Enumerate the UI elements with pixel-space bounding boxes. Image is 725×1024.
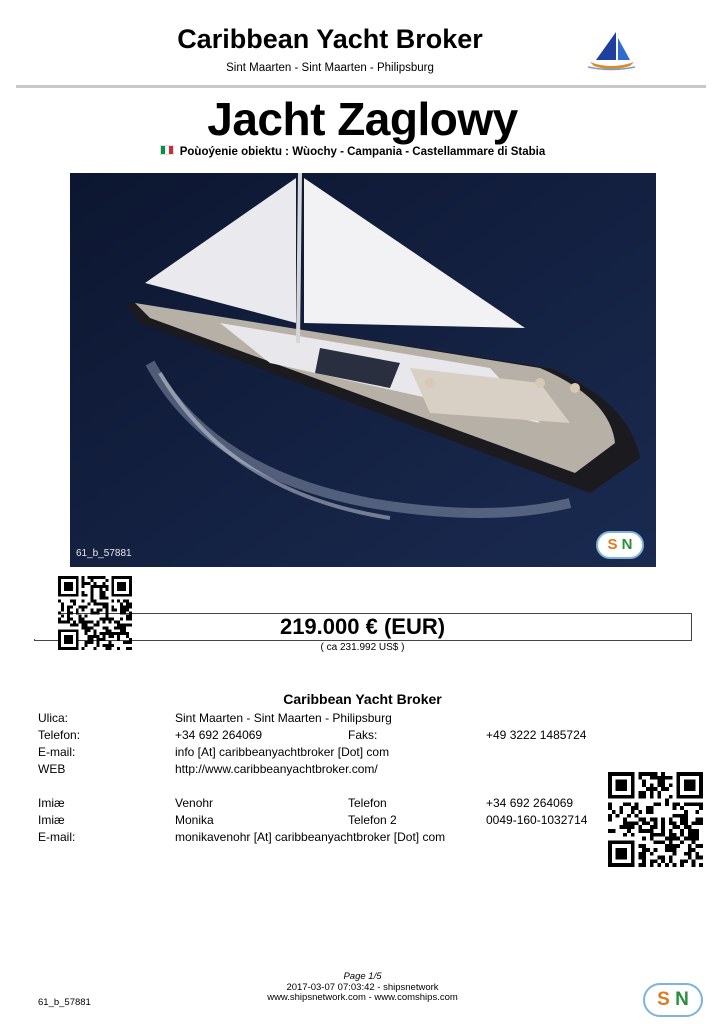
listing-title: Jacht Zaglowy — [207, 93, 518, 145]
person-email-value: monikavenohr [At] caribbeanyachtbroker [Dot] com — [175, 830, 446, 844]
street-label: Ulica: — [38, 711, 69, 725]
page-number: Page 1/5 — [343, 971, 382, 982]
yacht-photo-graphic — [70, 173, 656, 567]
footer-sites: www.shipsnetwork.com - www.comships.com — [267, 992, 458, 1003]
shipsnetwork-logo-icon — [643, 983, 703, 1017]
footer-listing-id: 61_b_57881 — [38, 997, 91, 1008]
sn-watermark-logo: S N — [596, 531, 644, 559]
phone-label: Telefon: — [38, 728, 81, 742]
footer-timestamp: 2017-03-07 07:03:42 - shipsnetwork — [286, 981, 439, 993]
logo-s: S — [657, 989, 670, 1010]
person-phone-value: +34 692 264069 — [486, 796, 574, 810]
header-divider — [16, 85, 706, 88]
footer — [0, 972, 725, 1004]
broker-address: Sint Maarten - Sint Maarten - Philipsburg — [226, 62, 434, 74]
person-phone-label: Telefon — [348, 796, 387, 810]
phone-value: +34 692 264069 — [175, 728, 263, 742]
email-label: E-mail: — [38, 745, 76, 759]
qr-code-contact-icon — [608, 772, 703, 867]
price-eur: 219.000 € (EUR) — [279, 614, 446, 639]
listing-location — [0, 145, 705, 158]
photo-id-watermark: 61_b_57881 — [76, 548, 132, 559]
sailboat-logo-icon — [586, 30, 636, 72]
web-link[interactable]: http://www.caribbeanyachtbroker.com/ — [175, 762, 378, 776]
fax-label: Faks: — [348, 728, 378, 742]
contact-heading: Caribbean Yacht Broker — [283, 691, 442, 707]
web-label: WEB — [38, 762, 66, 776]
fax-value: +49 3222 1485724 — [486, 728, 587, 742]
broker-name: Caribbean Yacht Broker — [177, 24, 483, 54]
person-phone2-value: 0049-160-1032714 — [486, 813, 588, 827]
location-text: Poùoýenie obiektu : Wùochy - Campania - Castellammare di Stabia — [179, 146, 546, 158]
person-phone2-label: Telefon 2 — [348, 813, 397, 827]
email-value: info [At] caribbeanyachtbroker [Dot] com — [175, 745, 390, 759]
person-email-label: E-mail: — [38, 830, 76, 844]
yacht-photo — [70, 173, 656, 567]
street-value: Sint Maarten - Sint Maarten - Philipsburg — [175, 711, 392, 725]
person-surname-value: Venohr — [175, 796, 214, 810]
price-usd: ( ca 231.992 US$ ) — [320, 642, 405, 653]
italy-flag-icon — [160, 145, 174, 155]
logo-n: N — [675, 989, 689, 1010]
person-firstname-value: Monika — [175, 813, 214, 827]
person-name-label: Imiæ — [38, 796, 65, 810]
person-firstname-label: Imiæ — [38, 813, 65, 827]
